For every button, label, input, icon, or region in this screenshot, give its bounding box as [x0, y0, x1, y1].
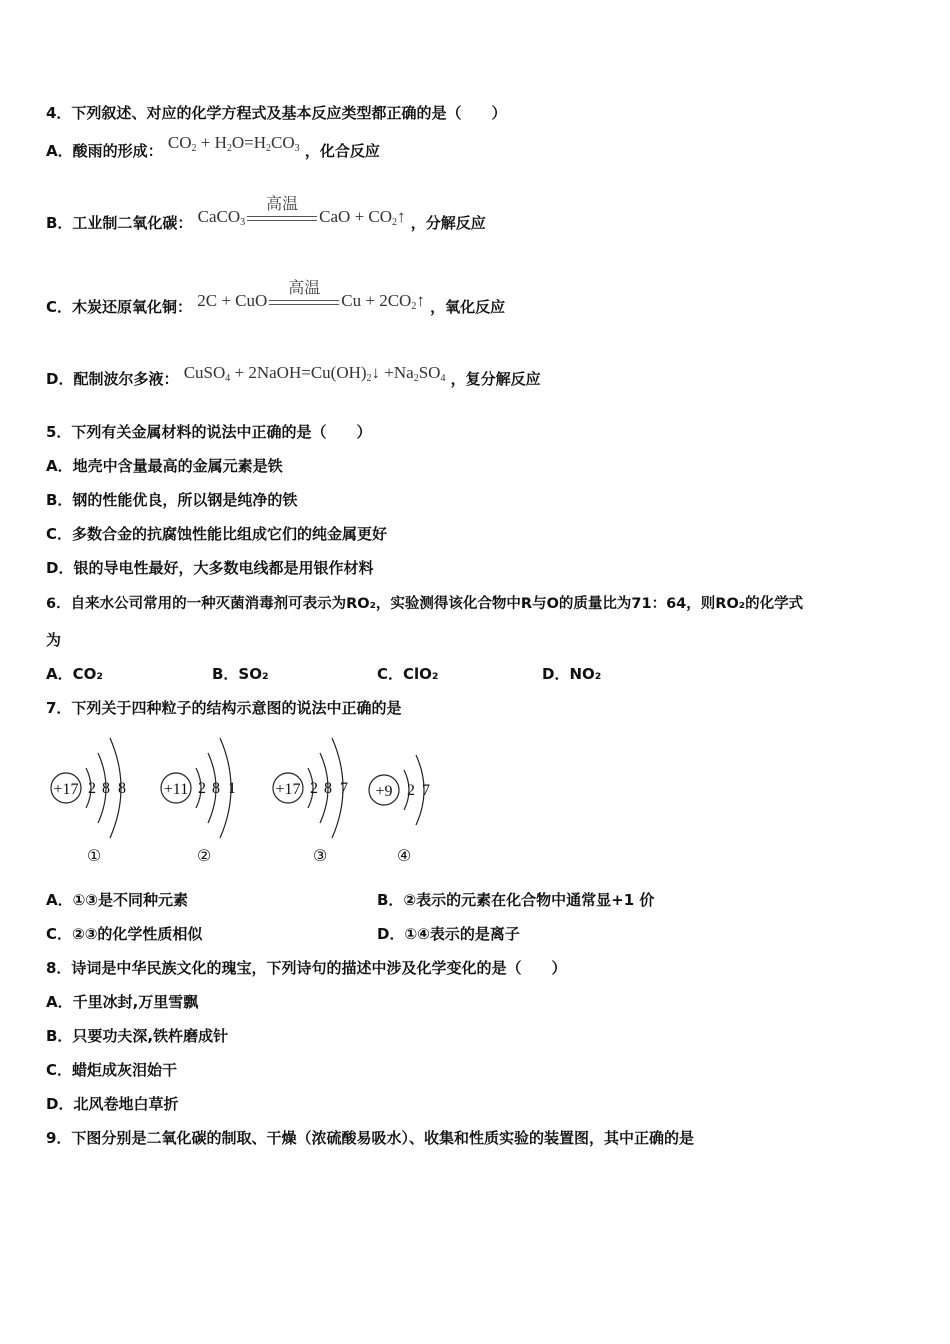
- q4-option-a[interactable]: [46, 133, 380, 162]
- q4-option-a-equation: $CO_2 + H_2O=H_2CO_3$: [167, 133, 300, 154]
- q6-stem: 6．自来水公司常用的一种灭菌消毒剂可表示为RO₂，实验测得该化合物中R与O的质量比为71：64，则RO₂的化学式: [46, 596, 804, 612]
- atom-4-nucleus: +9: [375, 783, 393, 800]
- q4-option-b-label: B．工业制二氧化碳：: [46, 214, 193, 232]
- q6-stem-continued: 为: [46, 631, 62, 649]
- q7-option-a[interactable]: A．①③是不同种元素: [46, 891, 189, 909]
- atom-2-shell-count: 1: [228, 780, 236, 797]
- q7-option-d[interactable]: D．①④表示的是离子: [377, 925, 520, 943]
- q4-option-a-label: A．酸雨的形成：: [46, 142, 163, 160]
- q5-option-d[interactable]: D．银的导电性最好，大多数电线都是用银作材料: [46, 559, 374, 577]
- atom-3-nucleus: +17: [275, 781, 301, 798]
- q6-option-c[interactable]: C．ClO₂: [377, 665, 439, 683]
- atom-1-caption: ①: [86, 846, 102, 865]
- q8-option-b[interactable]: B．只要功夫深,铁杵磨成针: [46, 1027, 229, 1045]
- atom-4-shell-count: 7: [422, 782, 430, 799]
- q9-stem: 9．下图分别是二氧化碳的制取、干燥（浓硫酸易吸水）、收集和性质实验的装置图，其中正确的是: [46, 1129, 694, 1147]
- q5-option-b[interactable]: B．钢的性能优良，所以钢是纯净的铁: [46, 491, 298, 509]
- q4-option-d-label: D．配制波尔多液：: [46, 370, 179, 388]
- atom-1-nucleus: +17: [53, 781, 79, 798]
- q7-stem: 7．下列关于四种粒子的结构示意图的说法中正确的是: [46, 699, 402, 717]
- q4-option-a-type: ，化合反应: [304, 142, 380, 160]
- atom-1-shell-count: 8: [102, 780, 110, 797]
- q6-option-a[interactable]: A．CO₂: [46, 665, 103, 683]
- q6-option-d[interactable]: D．NO₂: [542, 665, 602, 683]
- atom-2-shell-count: 2: [198, 780, 206, 797]
- reaction-condition: 高温: [247, 213, 317, 223]
- atom-3-shell-count: 2: [310, 780, 318, 797]
- atom-2-shell-count: 8: [212, 780, 220, 797]
- q4-option-b[interactable]: [46, 194, 486, 234]
- q7-option-b[interactable]: B．②表示的元素在化合物中通常显+1 价: [377, 891, 655, 909]
- q5-option-a[interactable]: A．地壳中含量最高的金属元素是铁: [46, 457, 283, 475]
- q4-option-c-type: ，氧化反应: [430, 298, 506, 316]
- q4-option-b-type: ，分解反应: [410, 214, 486, 232]
- atom-1-shell-count: 2: [88, 780, 96, 797]
- q7-option-c[interactable]: C．②③的化学性质相似: [46, 925, 203, 943]
- q5-stem: 5．下列有关金属材料的说法中正确的是（ ）: [46, 423, 372, 441]
- atom-3-shell-count: 7: [340, 780, 348, 797]
- atom-1-shell-count: 8: [118, 780, 126, 797]
- q8-stem: 8．诗词是中华民族文化的瑰宝，下列诗句的描述中涉及化学变化的是（ ）: [46, 959, 567, 977]
- q4-option-d-equation: CuSO$_4$ + $2NaOH=Cu(OH)_2↓ +Na_2SO_4$: [183, 363, 446, 384]
- q4-stem: 4．下列叙述、对应的化学方程式及基本反应类型都正确的是（ ）: [46, 104, 507, 122]
- q4-option-b-equation: CaCO$_3$ 高温 CaO + $CO_2↑$: [197, 194, 406, 228]
- q4-option-d[interactable]: [46, 363, 541, 390]
- atom-4-caption: ④: [396, 846, 412, 865]
- q8-option-d[interactable]: D．北风卷地白草折: [46, 1095, 179, 1113]
- reaction-condition: 高温: [269, 297, 339, 307]
- q4-option-c-label: C．木炭还原氧化铜：: [46, 298, 193, 316]
- q4-option-d-type: ，复分解反应: [450, 370, 541, 388]
- q8-option-a[interactable]: A．千里冰封,万里雪飘: [46, 993, 199, 1011]
- atom-3-shell-count: 8: [324, 780, 332, 797]
- q4-option-c-equation: 2C + CuO 高温 $Cu + 2CO_2↑$: [197, 278, 425, 312]
- q6-option-b[interactable]: B．SO₂: [212, 665, 269, 683]
- atom-2-caption: ②: [196, 846, 212, 865]
- q5-option-c[interactable]: C．多数合金的抗腐蚀性能比组成它们的纯金属更好: [46, 525, 388, 543]
- q8-option-c[interactable]: C．蜡炬成灰泪始干: [46, 1061, 178, 1079]
- atom-4-shell-count: 2: [407, 782, 415, 799]
- atom-3-caption: ③: [312, 846, 328, 865]
- atom-structure-diagrams: [44, 728, 464, 868]
- q4-option-c[interactable]: [46, 278, 506, 318]
- atom-2-nucleus: +11: [163, 781, 189, 798]
